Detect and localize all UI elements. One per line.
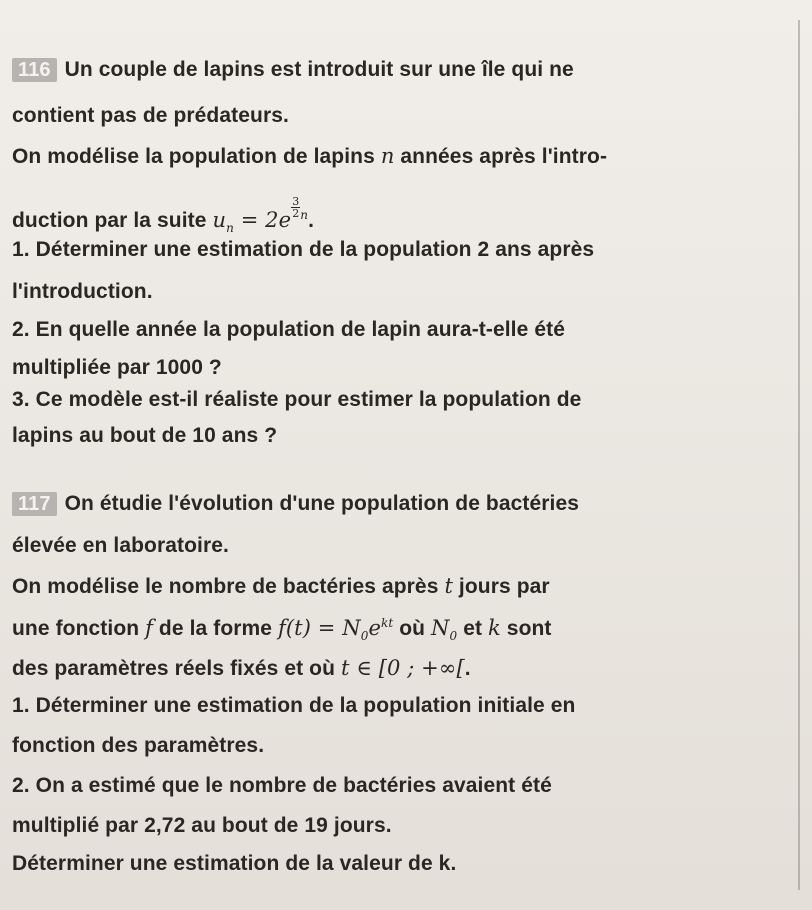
ex116-line3: On modélise la population de lapins n années après l'intro- <box>12 144 608 168</box>
ex117-line1: 117 On étudie l'évolution d'une population de bactéries <box>12 492 579 516</box>
ex116-number-badge: 116 <box>12 58 57 82</box>
ex116-line2: contient pas de prédateurs. <box>12 104 289 127</box>
ex116-q1-line1: 1. Déterminer une estimation de la population 2 ans après <box>12 238 595 261</box>
ex117-q2-line2: multiplié par 2,72 au bout de 19 jours. <box>12 814 392 837</box>
ex117-q2-line3: Déterminer une estimation de la valeur de k. <box>12 852 457 875</box>
sequence-formula: $u_n = 2e$ $\frac{3}{2}$ $^n$ <box>212 195 309 236</box>
exponent-fraction: $\frac{3}{2}$ <box>292 195 300 220</box>
ex117-q1-line1: 1. Déterminer une estimation de la population initiale en <box>12 694 576 717</box>
domain-interval: t ∈ [0 ; +∞[ <box>340 656 465 680</box>
ex116-q2-line1: 2. En quelle année la population de lapin aura-t-elle été <box>12 318 565 341</box>
ex117-line4: une fonction f de la forme $f(t) = N_0e^{kt}$ où $N_0$ et k sont <box>12 616 552 644</box>
growth-formula: $f(t) = N_0e^{kt}$ <box>278 616 394 644</box>
ex116-line4: duction par la suite $u_n = 2e$ $\frac{3}{2}$ $^n$. <box>12 195 315 236</box>
ex116-q1-line2: l'introduction. <box>12 280 153 303</box>
ex116-q2-line2: multipliée par 1000 ? <box>12 356 222 379</box>
ex117-line2: élevée en laboratoire. <box>12 534 229 557</box>
ex116-q3-line1: 3. Ce modèle est-il réaliste pour estimer la population de <box>12 388 582 411</box>
ex116-line1: 116 Un couple de lapins est introduit sur une île qui ne <box>12 58 574 82</box>
ex117-q2-line1: 2. On a estimé que le nombre de bactéries avaient été <box>12 774 552 797</box>
page-edge-line <box>798 20 800 890</box>
ex117-line5: des paramètres réels fixés et où t ∈ [0 ; +∞[. <box>12 656 471 680</box>
ex117-line3: On modélise le nombre de bactéries après t jours par <box>12 574 550 598</box>
ex117-q1-line2: fonction des paramètres. <box>12 734 265 757</box>
ex117-number-badge: 117 <box>12 492 57 516</box>
ex116-q3-line2: lapins au bout de 10 ans ? <box>12 424 278 447</box>
